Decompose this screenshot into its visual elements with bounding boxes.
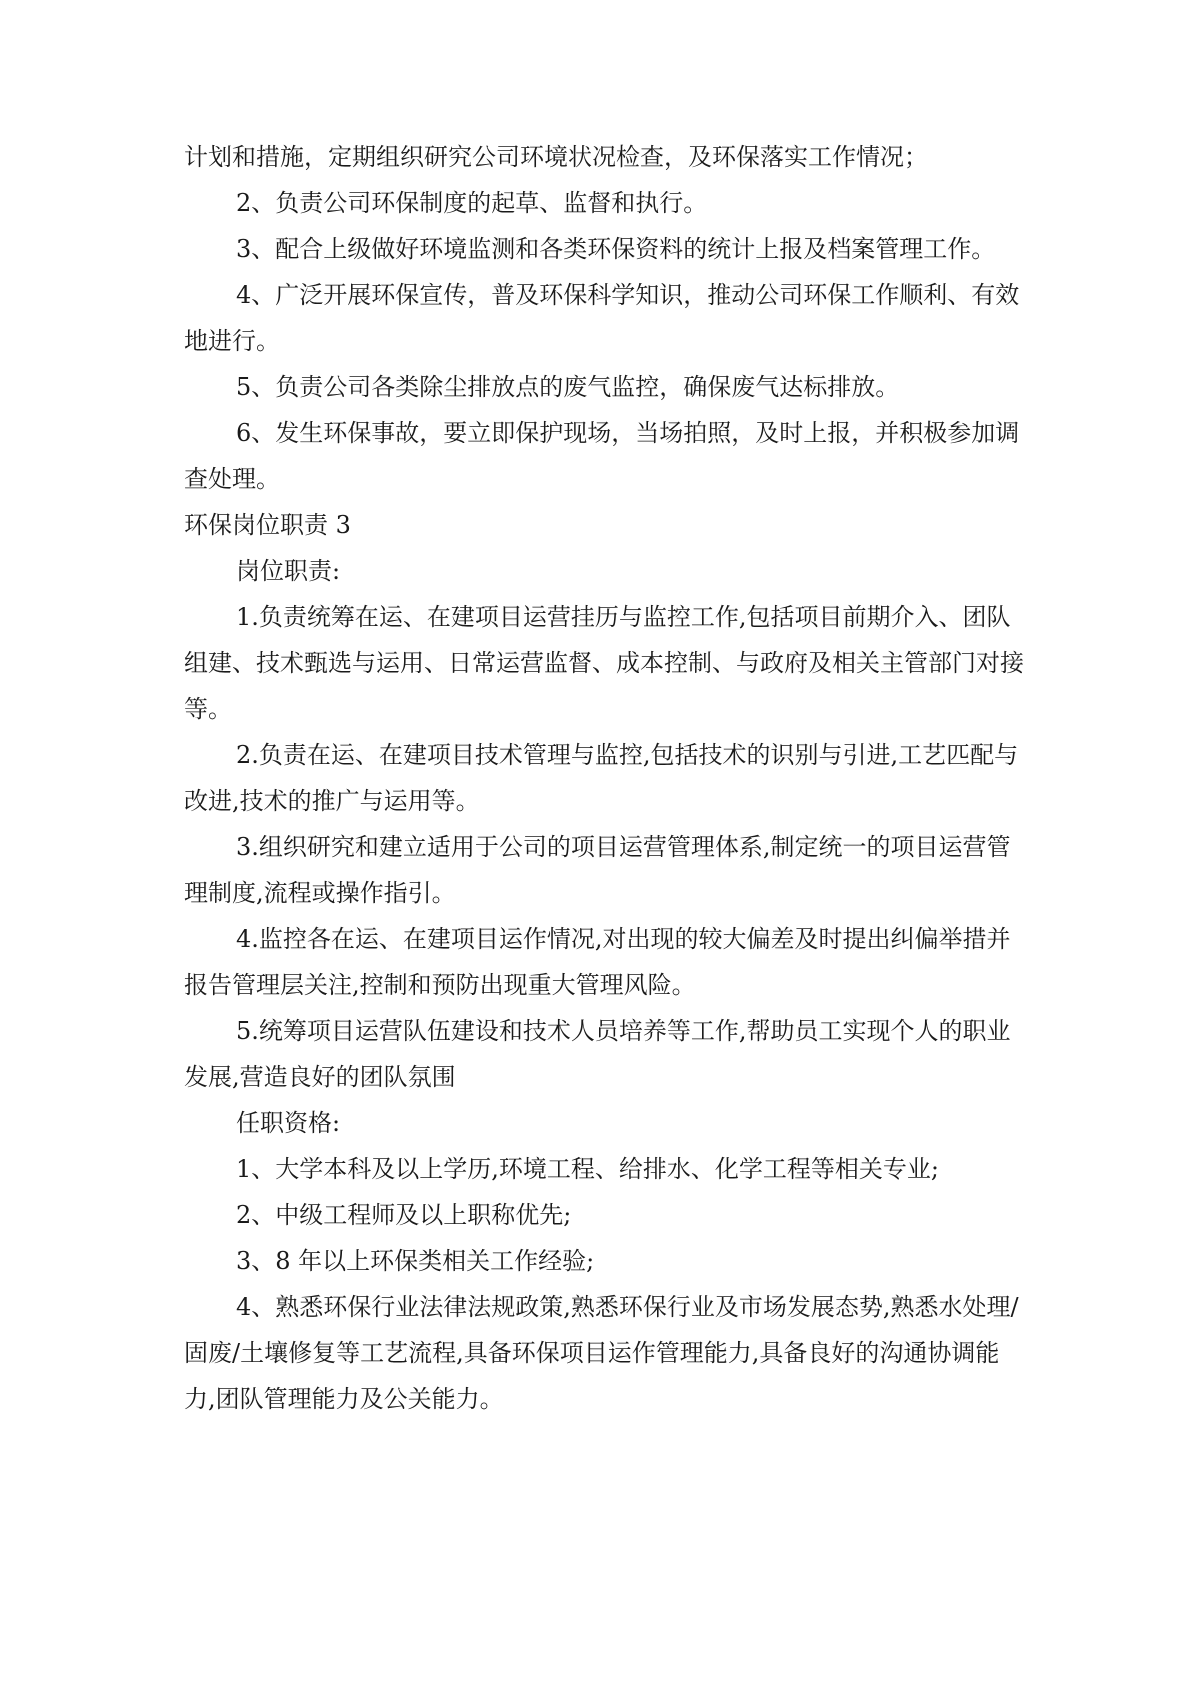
subheading-duties: 岗位职责: — [236, 557, 341, 585]
subheading-qualifications: 任职资格: — [236, 1109, 341, 1137]
duty-item-4: 4.监控各在运、在建项目运作情况,对出现的较大偏差及时提出纠偏举措并报告管理层关注,控制和预防出现重大管理风险。 — [184, 925, 1011, 999]
paragraph-3: 3、配合上级做好环境监测和各类环保资料的统计上报及档案管理工作。 — [236, 235, 996, 263]
paragraph-5: 5、负责公司各类除尘排放点的废气监控，确保废气达标排放。 — [236, 373, 900, 401]
qualification-item-2: 2、中级工程师及以上职称优先; — [236, 1201, 572, 1229]
paragraph-1: 计划和措施，定期组织研究公司环境状况检查，及环保落实工作情况； — [184, 143, 928, 171]
duty-item-5: 5.统筹项目运营队伍建设和技术人员培养等工作,帮助员工实现个人的职业发展,营造良好的团队氛围 — [184, 1017, 1011, 1091]
duty-item-3: 3.组织研究和建立适用于公司的项目运营管理体系,制定统一的项目运营管理制度,流程或操作指引。 — [184, 833, 1011, 907]
qualification-item-1: 1、大学本科及以上学历,环境工程、给排水、化学工程等相关专业; — [236, 1155, 939, 1183]
qualification-item-3: 3、8 年以上环保类相关工作经验; — [236, 1247, 595, 1275]
duty-item-1: 1.负责统筹在运、在建项目运营挂历与监控工作,包括项目前期介入、团队组建、技术甄选与运用、日常运营监督、成本控制、与政府及相关主管部门对接等。 — [184, 603, 1024, 723]
paragraph-4: 4、广泛开展环保宣传，普及环保科学知识，推动公司环保工作顺利、有效地进行。 — [184, 281, 1020, 355]
duty-item-2: 2.负责在运、在建项目技术管理与监控,包括技术的识别与引进,工艺匹配与改进,技术的推广与运用等。 — [184, 741, 1019, 815]
qualification-item-4: 4、熟悉环保行业法律法规政策,熟悉环保行业及市场发展态势,熟悉水处理/固废/土壤修复等工艺流程,具备环保项目运作管理能力,具备良好的沟通协调能力,团队管理能力及公关能力。 — [184, 1293, 1019, 1413]
document-body — [184, 134, 1024, 1422]
paragraph-6: 6、发生环保事故，要立即保护现场，当场拍照，及时上报，并积极参加调查处理。 — [184, 419, 1020, 493]
section-heading: 环保岗位职责 3 — [184, 511, 351, 539]
paragraph-2: 2、负责公司环保制度的起草、监督和执行。 — [236, 189, 708, 217]
